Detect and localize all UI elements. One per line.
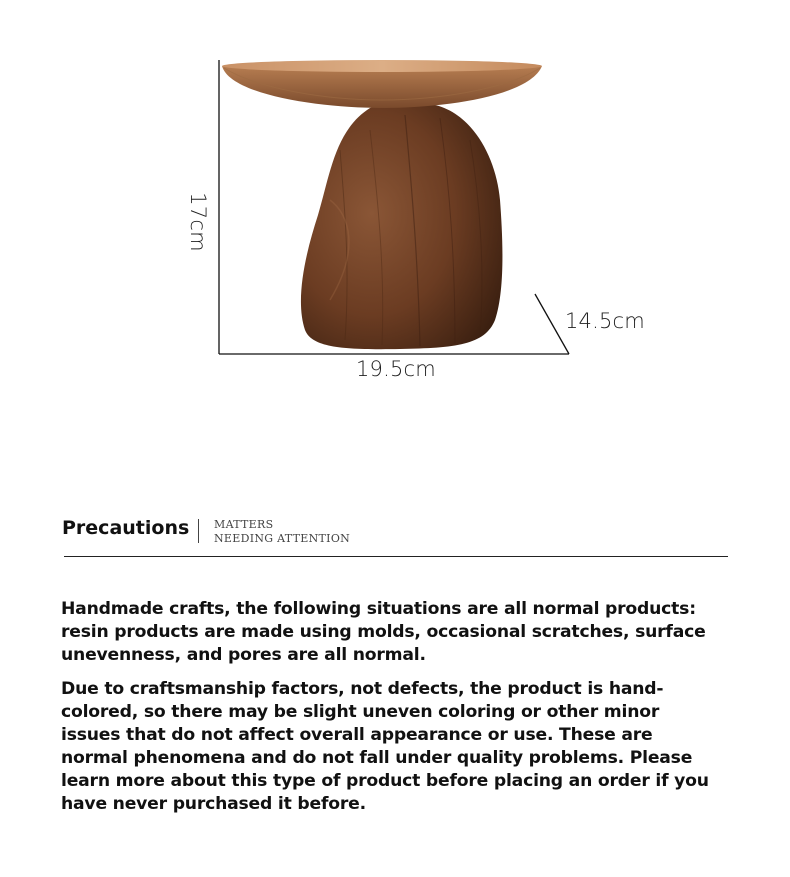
table-tray xyxy=(222,60,542,108)
note-paragraph: Handmade crafts, the following situations are all normal products: resin products are made using molds, occasional scratches, surface unevenness, and pores are all normal. xyxy=(61,599,706,665)
subtitle-line-2: NEEDING ATTENTION xyxy=(214,532,351,545)
note-paragraph: Due to craftsmanship factors, not defects, the product is hand-colored, so there may be slight uneven coloring or other minor issues that do not affect overall appearance or use. These are normal phenomena and do not fall under quality problems. Please learn more about this type of product before placing an order if you have never purchased it before. xyxy=(61,679,709,814)
precautions-header xyxy=(62,512,726,558)
subtitle-line-1: MATTERS xyxy=(214,518,274,531)
height-label: 17cm xyxy=(186,192,210,252)
section-title: Precautions xyxy=(62,517,190,539)
header-rule xyxy=(64,556,728,557)
width-label: 19.5cm xyxy=(356,357,436,381)
table-base xyxy=(301,102,503,349)
precaution-notes xyxy=(61,598,721,827)
section-subtitle xyxy=(214,518,350,546)
product-figure xyxy=(0,0,790,420)
depth-label: 14.5cm xyxy=(565,309,645,333)
header-divider xyxy=(198,519,199,543)
depth-dimension-line xyxy=(535,294,569,354)
